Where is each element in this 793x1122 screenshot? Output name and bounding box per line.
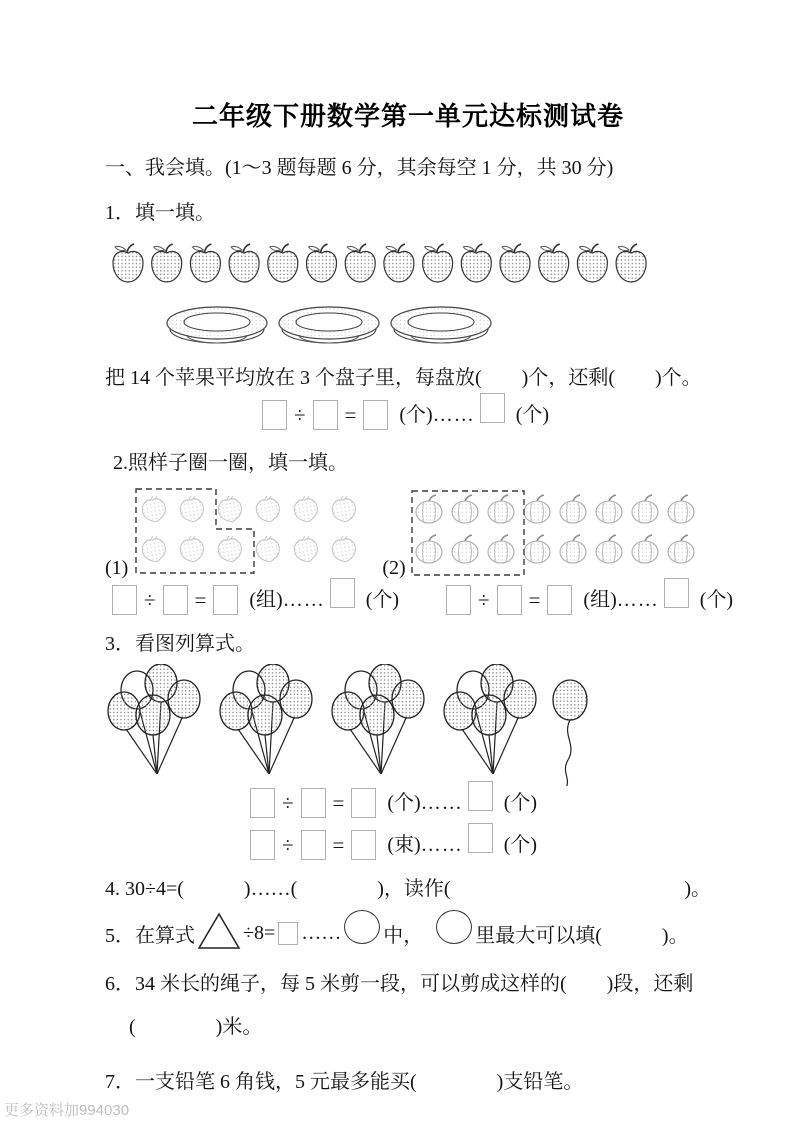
answer-box bbox=[112, 585, 137, 615]
answer-box bbox=[547, 585, 572, 615]
answer-box bbox=[351, 788, 376, 818]
question-2-groups bbox=[105, 483, 711, 579]
question-7: 7．一支铅笔 6 角钱，5 元最多能买( )支铅笔。 bbox=[105, 1071, 584, 1093]
pumpkin-grid bbox=[408, 483, 704, 579]
divide-symbol: ÷ bbox=[282, 790, 294, 815]
part-2-label: (2) bbox=[382, 557, 406, 579]
unit-label: (个) bbox=[503, 792, 538, 814]
question-3-equation-1 bbox=[245, 788, 711, 818]
unit-label: (个) bbox=[503, 834, 538, 856]
answer-box bbox=[278, 922, 298, 945]
unit-label: (个) bbox=[515, 404, 550, 426]
answer-box bbox=[301, 830, 326, 860]
question-4 bbox=[105, 872, 711, 901]
question-4-text-end: )。 bbox=[684, 878, 711, 900]
ellipsis-dots: …… bbox=[616, 589, 659, 611]
answer-box bbox=[664, 578, 689, 608]
answer-box bbox=[446, 585, 471, 615]
unit-label: (组) bbox=[249, 589, 283, 611]
answer-box bbox=[301, 788, 326, 818]
question-5-prefix: 5．在算式 bbox=[105, 924, 195, 947]
answer-box bbox=[163, 585, 188, 615]
equals-symbol: = bbox=[528, 587, 541, 612]
unit-label: (组) bbox=[583, 589, 617, 611]
divide-symbol: ÷ bbox=[478, 587, 490, 612]
apples-illustration bbox=[105, 233, 711, 295]
page-title: 二年级下册数学第一单元达标测试卷 bbox=[191, 101, 624, 131]
answer-box bbox=[480, 393, 505, 423]
equals-symbol: = bbox=[332, 790, 345, 815]
answer-box bbox=[363, 400, 388, 430]
divide-symbol: ÷ bbox=[294, 402, 306, 427]
balloons-illustration bbox=[105, 664, 711, 786]
fruit-group-2 bbox=[382, 483, 703, 579]
question-4-text: 4. 30÷4=( )……( )，读作( bbox=[105, 878, 451, 900]
answer-box bbox=[468, 781, 493, 811]
question-1-label: 1．填一填。 bbox=[105, 202, 215, 224]
equals-symbol: = bbox=[194, 587, 207, 612]
triangle-shape bbox=[196, 911, 242, 951]
section-heading: 一、我会填。(1～3 题每题 6 分，其余每空 1 分，共 30 分) bbox=[105, 157, 614, 179]
circle-shape bbox=[344, 910, 380, 944]
divide-symbol: ÷ bbox=[282, 832, 294, 857]
circle-shape bbox=[436, 910, 472, 944]
part-2-equation bbox=[441, 585, 733, 615]
question-6-line-1: 6．34 米长的绳子，每 5 米剪一段，可以剪成这样的( )段，还剩 bbox=[105, 973, 694, 995]
unit-label: (个) bbox=[699, 589, 734, 611]
answer-box bbox=[330, 578, 355, 608]
watermark: 更多资料加994030 bbox=[4, 1102, 130, 1119]
unit-label: (个) bbox=[365, 589, 400, 611]
unit-label: (个) bbox=[399, 404, 433, 426]
equals-symbol: = bbox=[332, 832, 345, 857]
page-content bbox=[105, 96, 734, 1094]
unit-label: (束) bbox=[387, 834, 421, 856]
answer-box bbox=[250, 830, 275, 860]
divide-symbol: ÷ bbox=[144, 587, 156, 612]
strawberry-grid bbox=[130, 483, 368, 579]
answer-box bbox=[250, 788, 275, 818]
part-1-label: (1) bbox=[105, 557, 129, 579]
ellipsis-dots: …… bbox=[420, 834, 463, 856]
answer-box bbox=[468, 823, 493, 853]
plates-illustration bbox=[163, 297, 711, 353]
question-5-divisor: ÷8= bbox=[243, 921, 276, 944]
question-5-dots: …… bbox=[301, 921, 342, 944]
question-1-prompt: 把 14 个苹果平均放在 3 个盘子里，每盘放( )个，还剩( )个。 bbox=[105, 367, 702, 389]
answer-box bbox=[351, 830, 376, 860]
question-2-equations bbox=[107, 585, 734, 615]
answer-box bbox=[262, 400, 287, 430]
question-5-suffix: 里最大可以填( )。 bbox=[475, 924, 689, 947]
unit-label: (个) bbox=[387, 792, 421, 814]
ellipsis-dots: …… bbox=[420, 792, 463, 814]
question-5-middle: 中， bbox=[383, 924, 424, 947]
part-1-equation bbox=[107, 585, 399, 615]
answer-box bbox=[213, 585, 238, 615]
question-3-label: 3．看图列算式。 bbox=[105, 633, 255, 655]
equals-symbol: = bbox=[344, 402, 357, 427]
fruit-group-1 bbox=[105, 483, 368, 579]
answer-box bbox=[497, 585, 522, 615]
question-3-equation-2 bbox=[245, 830, 711, 860]
ellipsis-dots: …… bbox=[432, 404, 475, 426]
question-2-label: 2.照样子圈一圈，填一填。 bbox=[113, 452, 348, 474]
question-1-equation bbox=[257, 400, 711, 430]
ellipsis-dots: …… bbox=[282, 589, 325, 611]
question-6-line-2: ( )米。 bbox=[129, 1016, 263, 1038]
answer-box bbox=[313, 400, 338, 430]
question-5 bbox=[105, 913, 711, 953]
